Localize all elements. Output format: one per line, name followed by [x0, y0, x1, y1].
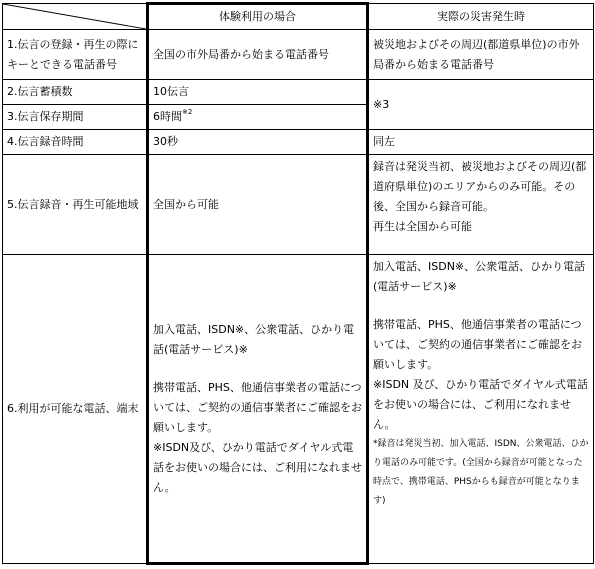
row-label: 2.伝言蓄積数 — [3, 80, 148, 105]
disaster-cell — [368, 255, 594, 564]
disaster-cell — [368, 155, 594, 255]
trial-cell: 10伝言 — [148, 80, 368, 105]
trial-cell: 全国から可能 — [148, 155, 368, 255]
disaster-text: 録音は発災当初、被災地およびその周辺(都道府県単位)のエリアからのみ可能。その後、全国から録音可能。 — [373, 160, 587, 213]
disaster-cell-merged: ※3 — [368, 80, 594, 130]
disaster-text: 再生は全国から可能 — [373, 220, 472, 233]
header-disaster: 実際の災害発生時 — [368, 4, 594, 30]
disaster-note: *録音は発災当初、加入電話、ISDN、公衆電話、ひかり電話のみ可能です。(全国から録音が可能となった時点で、携帯電話、PHSからも録音が可能となります) — [373, 439, 589, 506]
trial-text: ※ISDN及び、ひかり電話でダイヤル式電話をお使いの場合には、ご利用になれません。 — [153, 440, 362, 494]
trial-value: 6時間 — [153, 110, 182, 123]
table-row — [3, 30, 594, 80]
table-row — [3, 130, 594, 155]
disaster-cell: 同左 — [368, 130, 594, 155]
footnote-mark: ※2 — [182, 108, 193, 116]
trial-cell — [148, 255, 368, 564]
table-row — [3, 80, 594, 105]
header-row — [3, 4, 594, 30]
header-trial: 体験利用の場合 — [148, 4, 368, 30]
corner-cell — [3, 4, 148, 30]
disaster-text: 加入電話、ISDN※、公衆電話、ひかり電話(電話サービス)※ — [373, 260, 586, 293]
trial-text: 加入電話、ISDN※、公衆電話、ひかり電話(電話サービス)※ — [153, 322, 355, 356]
trial-cell: 全国の市外局番から始まる電話番号 — [148, 30, 368, 80]
row-label: 3.伝言保存期間 — [3, 105, 148, 130]
table-row — [3, 155, 594, 255]
diagonal-line — [3, 4, 146, 29]
disaster-text: 携帯電話、PHS、他通信事業者の電話については、ご契約の通信事業者にご確認をお願いします。 — [373, 318, 582, 371]
disaster-cell: 被災地およびその周辺(都道県単位)の市外局番から始まる電話番号 — [368, 30, 594, 80]
table-row — [3, 255, 594, 564]
row-label: 4.伝言録音時間 — [3, 130, 148, 155]
trial-cell: 30秒 — [148, 130, 368, 155]
row-label: 6.利用が可能な電話、端末 — [3, 255, 148, 564]
disaster-text: ※ISDN 及び、ひかり電話でダイヤル式電話をお使いの場合には、ご利用になれません。 — [373, 378, 588, 431]
row-label: 1.伝言の登録・再生の際にキーとできる電話番号 — [3, 30, 148, 80]
comparison-table — [2, 2, 594, 565]
row-label: 5.伝言録音・再生可能地域 — [3, 155, 148, 255]
trial-text: 携帯電話、PHS、他通信事業者の電話については、ご契約の通信事業者にご確認をお願いします。 — [153, 380, 362, 434]
trial-cell — [148, 105, 368, 130]
